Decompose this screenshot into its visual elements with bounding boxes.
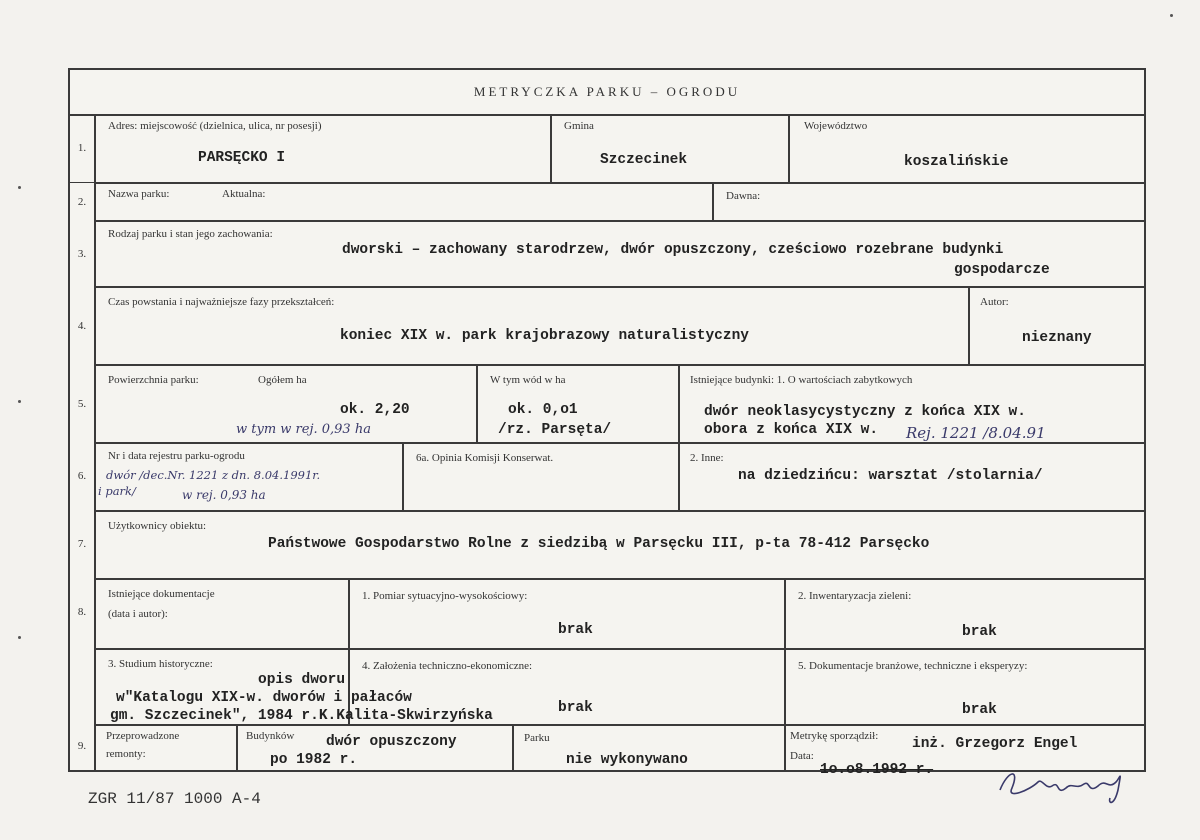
origin-label: Czas powstania i najważniejsze fazy przekształceń: [108,296,335,308]
buildings-value-1: dwór neoklasycystyczny z końca XIX w. [704,404,1026,420]
area-value: ok. 2,20 [340,402,410,418]
divider [788,114,790,182]
tech-value: brak [558,700,593,716]
water-value-2: /rz. Parsęta/ [498,422,612,438]
prepared-by-value: inż. Grzegorz Engel [912,736,1078,752]
handwritten-signature [990,760,1140,810]
study-label: 3. Studium historyczne: [108,658,213,670]
address-label: Adres: miejscowość (dzielnica, ulica, nr posesji) [108,120,322,132]
divider [476,364,478,442]
row-number: 4. [77,320,87,332]
row-number: 5. [77,398,87,410]
divider [94,510,1146,512]
author-value: nieznany [1022,330,1092,346]
divider [512,724,514,772]
form-code: ZGR 11/87 1000 A-4 [88,790,261,808]
divider [236,724,238,772]
date-value: 1o.o8.1992 r. [820,762,934,778]
divider [678,442,680,510]
users-label: Użytkownicy obiektu: [108,520,207,532]
divider [784,724,786,772]
area-handwritten-note: w tym w rej. 0,93 ha [236,422,371,437]
docs-label: Istniejące dokumentacje [108,588,215,600]
divider [94,182,1146,184]
area-label: Powierzchnia parku: [108,374,199,386]
divider [94,442,1146,444]
scan-speck [1170,14,1173,17]
gmina-label: Gmina [564,120,594,132]
branch-label: 5. Dokumentacje branżowe, techniczne i eksperyzy: [798,660,1028,672]
park-renov-value: nie wykonywano [566,752,688,768]
date-label: Data: [790,750,814,762]
divider [94,578,1146,580]
renovations-label: Przeprowadzone [106,730,180,742]
divider [70,114,1146,116]
park-record-form [68,68,1146,778]
study-value-3: gm. Szczecinek", 1984 r.K.Kalita-Skwirzyńska [110,708,493,724]
water-value-1: ok. 0,o1 [508,402,578,418]
renovations-label-sub: remonty: [106,748,146,760]
buildings-renov-value-2: po 1982 r. [270,752,358,768]
scan-speck [18,186,21,189]
current-name-label: Aktualna: [222,188,266,200]
buildings-renov-label: Budynków [246,730,295,742]
park-type-value-1: dworski – zachowany starodrzew, dwór opuszczony, cześciowo rozebrane budynki [342,242,1004,258]
park-renov-label: Parku [524,732,550,744]
row-number: 8. [77,606,87,618]
divider [402,442,404,510]
author-label: Autor: [980,296,1009,308]
divider [94,648,1146,650]
area-total-label: Ogółem ha [258,374,307,386]
row-number: 3. [77,248,87,260]
opinion-label: 6a. Opinia Komisji Konserwat. [416,452,554,464]
buildings-value-2: obora z końca XIX w. [704,422,879,438]
form-title: METRYCZKA PARKU – OGRODU [473,84,741,99]
tech-label: 4. Założenia techniczno-ekonomiczne: [362,660,533,672]
divider [550,114,552,182]
survey-label: 1. Pomiar sytuacyjno-wysokościowy: [362,590,528,602]
park-name-label: Nazwa parku: [108,188,170,200]
scan-speck [18,400,21,403]
divider [94,286,1146,288]
divider [968,286,970,364]
divider [70,182,94,183]
park-type-label: Rodzaj parku i stan jego zachowania: [108,228,273,240]
voivodeship-value: koszalińskie [904,154,1009,170]
row-number: 7. [77,538,87,550]
buildings-label: Istniejące budynki: 1. O wartościach zabytkowych [690,374,913,386]
park-type-value-2: gospodarcze [954,262,1050,278]
row-number: 6. [77,470,87,482]
row-number: 1. [77,142,87,154]
divider [94,220,1146,222]
survey-value: brak [558,622,593,638]
former-name-label: Dawna: [726,190,761,202]
address-value: PARSĘCKO I [198,150,286,166]
other-value: na dziedzińcu: warsztat /stolarnia/ [738,468,1043,484]
branch-value: brak [962,702,997,718]
divider [784,578,786,724]
greenery-value: brak [962,624,997,640]
voivodeship-label: Województwo [804,120,868,132]
row-number: 2. [77,196,87,208]
buildings-renov-value-1: dwór opuszczony [326,734,457,750]
water-label: W tym wód w ha [490,374,566,386]
register-label: Nr i data rejestru parku-ogrodu [108,450,245,462]
scan-speck [18,636,21,639]
greenery-label: 2. Inwentaryzacja zieleni: [798,590,912,602]
study-value-2: w"Katalogu XIX-w. dworów i pałaców [116,690,412,706]
divider [94,114,96,772]
register-handwritten-2: i park/ [98,484,136,498]
buildings-handwritten-note: Rej. 1221 /8.04.91 [906,424,1046,442]
gmina-value: Szczecinek [600,152,688,168]
study-value-1: opis dworu [258,672,346,688]
register-handwritten-3: w rej. 0,93 ha [182,488,266,502]
divider [678,364,680,442]
origin-value: koniec XIX w. park krajobrazowy naturalistyczny [340,328,749,344]
divider [94,364,1146,366]
users-value: Państwowe Gospodarstwo Rolne z siedzibą w Parsęcku III, p-ta 78-412 Parsęcko [268,536,930,552]
row-number: 9. [77,740,87,752]
prepared-by-label: Metrykę sporządził: [790,730,879,742]
divider [712,182,714,220]
other-label: 2. Inne: [690,452,724,464]
divider [94,724,1146,726]
register-handwritten-1: dwór /dec.Nr. 1221 z dn. 8.04.1991r. [106,468,321,482]
docs-label-sub: (data i autor): [108,608,168,620]
